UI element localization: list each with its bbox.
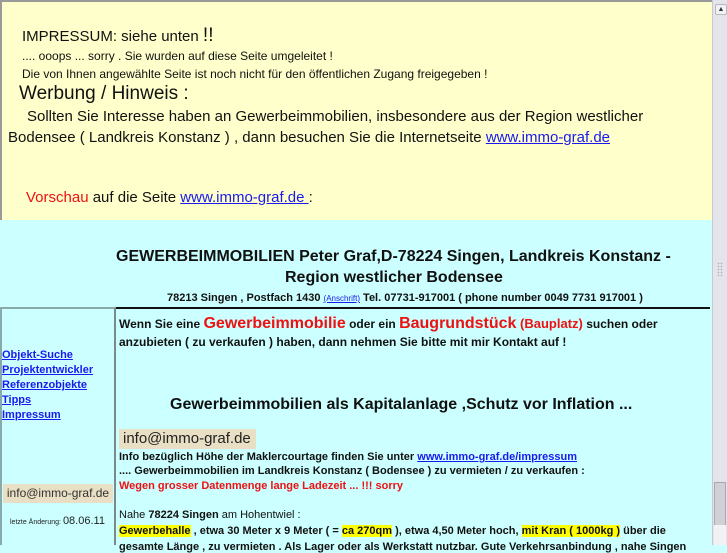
impressum-label: IMPRESSUM: siehe unten (22, 28, 203, 45)
preview-colon: : (308, 189, 313, 206)
top-frame-scrollbar[interactable] (712, 0, 727, 220)
intro-line-1 (119, 315, 658, 333)
hall-end-text: über die (620, 525, 666, 537)
main-email-image[interactable]: info@immo-graf.de (119, 429, 256, 449)
postfach-text: 78213 Singen , Postfach 1430 (167, 292, 324, 304)
nav-objekt-suche[interactable]: Objekt-Suche (2, 349, 73, 361)
top-frame (0, 0, 712, 220)
company-region: Region westlicher Bodensee (285, 269, 503, 286)
last-changed (10, 515, 105, 527)
location-suffix: am Hohentwiel : (218, 509, 301, 521)
kran-highlight: mit Kran ( 1000kg ) (521, 525, 621, 537)
company-title: GEWERBEIMMOBILIEN Peter Graf,D-78224 Singen, Landkreis Konstanz - (116, 248, 671, 265)
intro-line-2: anzubieten ( zu verkaufen ) haben, dann nehmen Sie bitte mit mir Kontakt auf ! (119, 335, 567, 349)
kapitalanlage-heading: Gewerbeimmobilien als Kapitalanlage ,Schutz vor Inflation ... (170, 396, 633, 413)
location-city: 78224 Singen (148, 509, 219, 521)
hall-description (119, 525, 666, 537)
baugrundstueck-highlight: Baugrundstück (399, 315, 517, 332)
intro-text-a: Wenn Sie eine (119, 317, 204, 331)
hall-height-text: ), etwa 4,50 Meter hoch, (392, 525, 522, 537)
preview-immo-graf-link[interactable]: www.immo-graf.de (180, 189, 309, 206)
gewerbeimmobilie-highlight: Gewerbeimmobilie (203, 315, 346, 332)
nav-referenzobjekte[interactable]: Referenzobjekte (2, 379, 87, 391)
scroll-up-arrow-icon[interactable]: ▲ (715, 4, 727, 15)
intro-text-c: suchen oder (582, 317, 658, 331)
hint-line-2-text: Bodensee ( Landkreis Konstanz ) , dann besuchen Sie die Internetseite (8, 129, 486, 146)
location-line (119, 509, 301, 521)
werbung-heading: Werbung / Hinweis : (19, 83, 189, 104)
nav-email-image[interactable]: info@immo-graf.de (3, 484, 113, 503)
ladezeit-warning: Wegen grosser Datenmenge lange Ladezeit ... !!! sorry (119, 480, 404, 492)
header-divider (114, 307, 710, 309)
preview-line (26, 189, 313, 206)
phone-text: Tel. 07731-917001 ( phone number 0049 7731 917001 ) (359, 292, 643, 304)
impressum-link[interactable]: www.immo-graf.de/impressum (417, 451, 578, 463)
hall-description-cut: gesamte Länge , zu vermieten . Als Lager oder als Werkstatt nutzbar. Gute Verkehrsanbindung , nahe Singen (119, 541, 687, 553)
scrollbar-track-end (714, 525, 726, 545)
last-changed-date: 08.06.11 (62, 515, 105, 527)
nav-frame (0, 307, 116, 545)
main-scrollbar[interactable] (712, 220, 727, 545)
hint-line-1: Sollten Sie Interesse haben an Gewerbeimmobilien, insbesondere aus der Region westlicher (27, 108, 644, 125)
preview-text: auf die Seite (88, 189, 181, 206)
nav-tipps[interactable]: Tipps (2, 394, 32, 406)
location-prefix: Nahe (119, 509, 149, 521)
intro-text-b: oder ein (345, 317, 400, 331)
last-changed-label: letzte Änderung: (10, 519, 63, 526)
not-public-notice: Die von Ihnen angewählte Seite ist noch nicht für den öffentlichen Zugang freigegeben ! (22, 67, 488, 81)
area-highlight: ca 270qm (341, 525, 393, 537)
frame-resize-grip-icon[interactable] (717, 262, 723, 276)
impressum-exclamation: !! (202, 25, 214, 46)
nav-projektentwickler[interactable]: Projektentwickler (2, 364, 94, 376)
courtage-text: Info bezüglich Höhe der Maklercourtage finden Sie unter (119, 451, 418, 463)
courtage-line (119, 451, 577, 463)
nav-menu (2, 348, 93, 423)
hint-line-2 (8, 129, 610, 146)
anschrift-link[interactable]: (Anschrift) (323, 294, 360, 303)
bauplatz-highlight: (Bauplatz) (516, 316, 583, 331)
redirect-notice: .... ooops ... sorry . Sie wurden auf diese Seite umgeleitet ! (22, 49, 333, 63)
impressum-heading (22, 25, 213, 47)
nav-impressum[interactable]: Impressum (2, 409, 61, 421)
landkreis-line: .... Gewerbeimmobilien im Landkreis Konstanz ( Bodensee ) zu vermieten / zu verkaufen : (119, 465, 585, 477)
hall-size-text: , etwa 30 Meter x 9 Meter ( = (190, 525, 342, 537)
company-contact (167, 292, 643, 304)
preview-label: Vorschau (26, 189, 89, 206)
immo-graf-link[interactable]: www.immo-graf.de (485, 129, 611, 146)
gewerbehalle-highlight: Gewerbehalle (119, 525, 191, 537)
